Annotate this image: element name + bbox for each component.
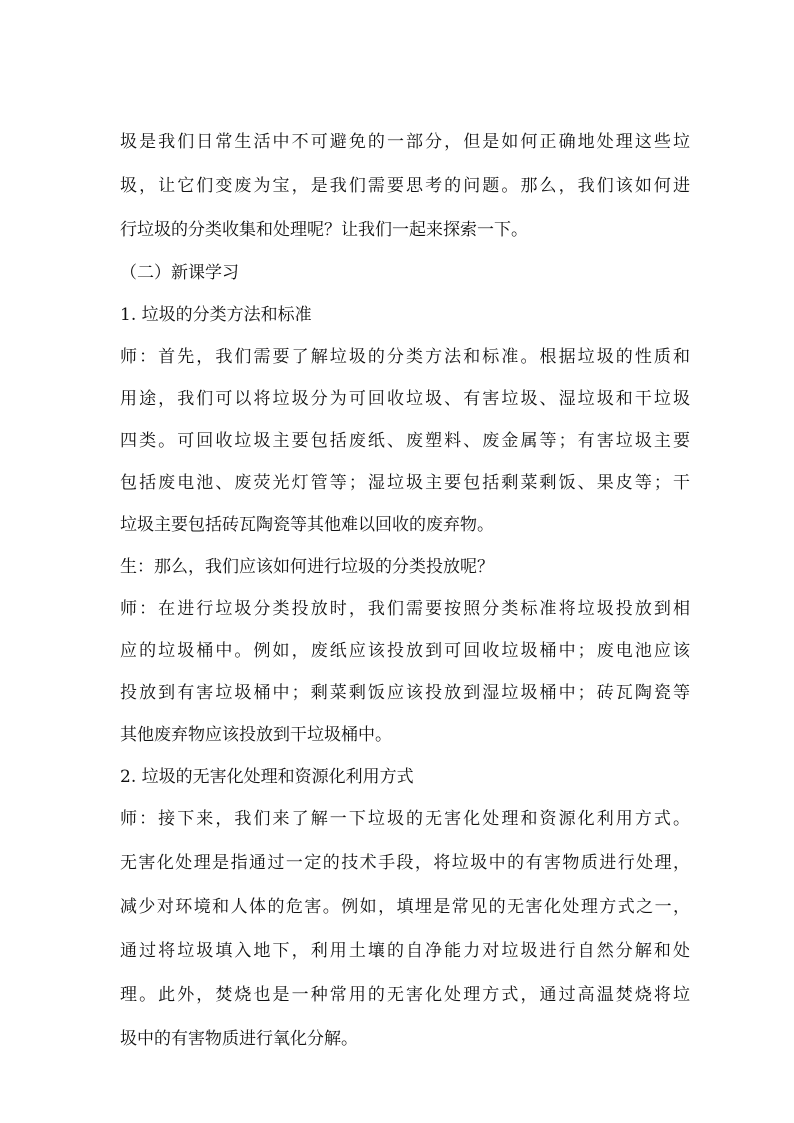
subsection-heading: 1. 垃圾的分类方法和标准 bbox=[120, 305, 312, 325]
text-line: 通过将垃圾填入地下，利用土壤的自净能力对垃圾进行自然分解和处 bbox=[120, 941, 690, 961]
text-line: 圾中的有害物质进行氧化分解。 bbox=[120, 1029, 358, 1049]
text-line: 垃圾主要包括砖瓦陶瓷等其他难以回收的废弃物。 bbox=[120, 515, 494, 535]
section-heading: （二）新课学习 bbox=[120, 263, 239, 283]
text-line: 投放到有害垃圾桶中；剩菜剩饭应该投放到湿垃圾桶中；砖瓦陶瓷等 bbox=[120, 683, 690, 703]
text-line: 四类。可回收垃圾主要包括废纸、废塑料、废金属等；有害垃圾主要 bbox=[120, 431, 690, 451]
text-line: 应的垃圾桶中。例如，废纸应该投放到可回收垃圾桶中；废电池应该 bbox=[120, 641, 690, 661]
text-line: 包括废电池、废荧光灯管等；湿垃圾主要包括剩菜剩饭、果皮等；干 bbox=[120, 473, 690, 493]
text-line: 师：在进行垃圾分类投放时，我们需要按照分类标准将垃圾投放到相 bbox=[120, 599, 690, 619]
text-line: 师：首先，我们需要了解垃圾的分类方法和标准。根据垃圾的性质和 bbox=[120, 347, 690, 367]
text-line: 行垃圾的分类收集和处理呢？让我们一起来探索一下。 bbox=[120, 220, 528, 240]
text-line: 圾是我们日常生活中不可避免的一部分，但是如何正确地处理这些垃 bbox=[120, 132, 690, 152]
text-line: 师：接下来，我们来了解一下垃圾的无害化处理和资源化利用方式。 bbox=[120, 809, 690, 829]
subsection-heading: 2. 垃圾的无害化处理和资源化利用方式 bbox=[120, 767, 414, 787]
text-line: 生：那么，我们应该如何进行垃圾的分类投放呢？ bbox=[120, 557, 494, 577]
text-line: 减少对环境和人体的危害。例如，填埋是常见的无害化处理方式之一， bbox=[120, 897, 690, 917]
text-line: 理。此外，焚烧也是一种常用的无害化处理方式，通过高温焚烧将垃 bbox=[120, 985, 690, 1005]
text-line: 无害化处理是指通过一定的技术手段，将垃圾中的有害物质进行处理， bbox=[120, 853, 690, 873]
text-line: 其他废弃物应该投放到干垃圾桶中。 bbox=[120, 725, 392, 745]
text-line: 用途，我们可以将垃圾分为可回收垃圾、有害垃圾、湿垃圾和干垃圾 bbox=[120, 389, 690, 409]
text-line: 圾，让它们变废为宝，是我们需要思考的问题。那么，我们该如何进 bbox=[120, 176, 690, 196]
